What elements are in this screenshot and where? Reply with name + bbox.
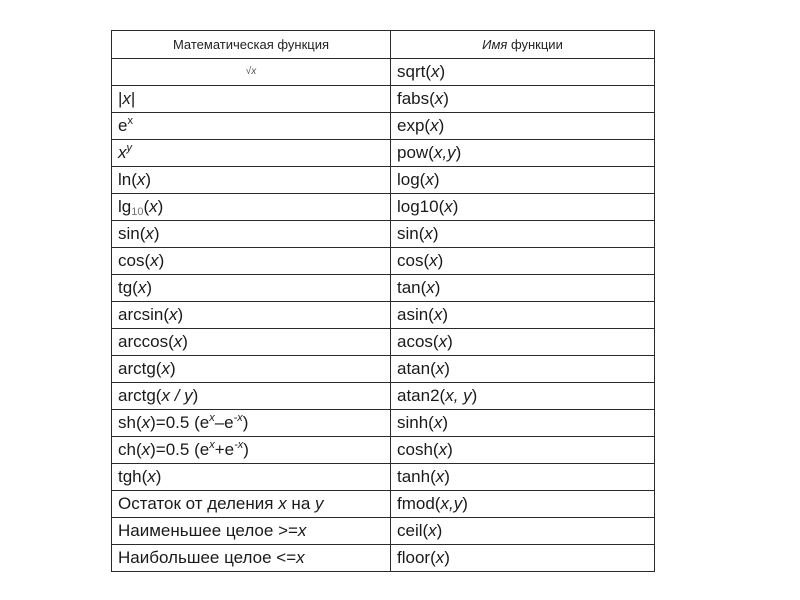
sqrt-sign: √	[245, 66, 252, 77]
math-var: x	[296, 548, 305, 567]
table-row	[112, 464, 655, 491]
name-arg: x	[435, 548, 445, 567]
math-cell	[112, 383, 391, 410]
name-text: )	[432, 224, 439, 243]
name-text: )	[447, 440, 453, 459]
math-text: |	[118, 89, 123, 108]
math-text: Наименьшее целое >=	[118, 521, 298, 540]
name-text: )	[433, 170, 440, 189]
math-text: )=0.5 (e	[150, 413, 210, 432]
math-text: )	[158, 251, 165, 270]
table-row	[112, 113, 655, 140]
math-sup: x	[127, 115, 133, 127]
name-cell	[391, 410, 655, 437]
table-row	[112, 86, 655, 113]
table-row	[112, 302, 655, 329]
name-cell	[391, 518, 655, 545]
name-cell	[391, 464, 655, 491]
name-cell	[391, 356, 655, 383]
header-function-name-italic: Имя	[482, 36, 508, 52]
name-arg: x,y	[440, 494, 463, 513]
math-var: x	[122, 89, 131, 108]
table-row	[112, 518, 655, 545]
functions-table	[111, 30, 655, 572]
name-cell	[391, 167, 655, 194]
math-text: |	[130, 89, 136, 108]
name-text: asin(	[397, 305, 434, 324]
table-row	[112, 329, 655, 356]
math-var: x	[278, 494, 287, 513]
name-text: )	[439, 62, 446, 81]
name-text: )	[437, 251, 444, 270]
name-text: )	[447, 332, 453, 351]
math-var: x / y	[161, 386, 193, 405]
name-cell	[391, 248, 655, 275]
name-text: log10(	[397, 197, 445, 216]
math-cell	[112, 275, 391, 302]
name-cell	[391, 194, 655, 221]
math-text: arcsin(	[118, 305, 170, 324]
math-var: x	[141, 440, 151, 459]
math-cell	[112, 545, 391, 572]
math-var: x	[141, 413, 151, 432]
math-cell	[112, 167, 391, 194]
table-row	[112, 545, 655, 572]
math-text: )	[243, 440, 249, 459]
name-arg: x	[426, 278, 435, 297]
name-text: )	[442, 305, 449, 324]
math-var: x	[147, 467, 156, 486]
name-arg: x	[438, 440, 448, 459]
name-text: sin(	[397, 224, 425, 243]
name-text: sqrt(	[397, 62, 431, 81]
math-var: x	[173, 332, 183, 351]
name-text: ceil(	[397, 521, 429, 540]
name-arg: x	[435, 467, 445, 486]
math-sup: x	[209, 412, 215, 424]
math-text: cos(	[118, 251, 151, 270]
math-cell	[112, 194, 391, 221]
name-text: fabs(	[397, 89, 435, 108]
name-arg: x	[425, 170, 434, 189]
name-text: acos(	[397, 332, 439, 351]
name-arg: x	[433, 305, 443, 324]
table-row	[112, 194, 655, 221]
name-arg: x	[429, 251, 438, 270]
math-text: )	[242, 413, 249, 432]
name-text: sinh(	[397, 413, 434, 432]
math-text: )	[192, 386, 199, 405]
math-text: –e	[214, 413, 234, 432]
table-row	[112, 491, 655, 518]
table-row	[112, 275, 655, 302]
name-cell	[391, 491, 655, 518]
math-cell	[112, 491, 391, 518]
math-cell	[112, 329, 391, 356]
math-cell	[112, 464, 391, 491]
name-text: )	[462, 494, 468, 513]
math-var: x	[118, 143, 127, 162]
math-text: e	[118, 116, 128, 135]
math-text: )	[155, 467, 162, 486]
math-cell	[112, 518, 391, 545]
math-cell	[112, 248, 391, 275]
name-text: )	[436, 521, 443, 540]
name-cell	[391, 221, 655, 248]
name-arg: x	[428, 521, 437, 540]
math-sup: y	[126, 142, 132, 154]
table-row	[112, 140, 655, 167]
math-text: Наибольшее целое <=	[118, 548, 297, 567]
math-text: )	[157, 197, 164, 216]
name-text: fmod(	[397, 494, 441, 513]
name-cell	[391, 113, 655, 140]
table-row	[112, 167, 655, 194]
name-arg: x	[433, 413, 443, 432]
math-var: x	[145, 224, 154, 243]
name-arg: x	[435, 359, 445, 378]
math-text: arctg(	[118, 359, 162, 378]
name-text: )	[471, 386, 478, 405]
math-var: y	[315, 494, 324, 513]
name-text: )	[455, 143, 462, 162]
name-text: cosh(	[397, 440, 439, 459]
math-var: x	[137, 278, 147, 297]
name-text: )	[444, 548, 450, 567]
math-cell	[112, 221, 391, 248]
name-text: cos(	[397, 251, 430, 270]
header-function-name	[391, 31, 655, 59]
name-arg: x	[431, 62, 440, 81]
math-text: arccos(	[118, 332, 174, 351]
math-text: sin(	[118, 224, 146, 243]
math-text: )	[182, 332, 188, 351]
name-text: )	[452, 197, 459, 216]
math-cell	[112, 140, 391, 167]
math-cell	[112, 113, 391, 140]
math-cell	[112, 59, 391, 86]
table-row	[112, 356, 655, 383]
name-text: )	[444, 467, 450, 486]
name-arg: x	[438, 332, 448, 351]
name-text: )	[444, 359, 450, 378]
math-text: (	[143, 197, 150, 216]
name-text: atan(	[397, 359, 436, 378]
name-text: atan2(	[397, 386, 446, 405]
table-row	[112, 221, 655, 248]
name-cell	[391, 545, 655, 572]
name-cell	[391, 437, 655, 464]
math-text: ln(	[118, 170, 137, 189]
name-text: )	[434, 278, 441, 297]
math-var: x	[149, 197, 158, 216]
table-row	[112, 410, 655, 437]
math-text: )	[177, 305, 184, 324]
math-text: +e	[214, 440, 235, 459]
name-text: tanh(	[397, 467, 436, 486]
math-var: x	[150, 251, 159, 270]
name-cell	[391, 302, 655, 329]
name-cell	[391, 329, 655, 356]
name-arg: x,y	[433, 143, 456, 162]
header-function-name-rest: функции	[507, 36, 563, 52]
math-text: на	[286, 494, 315, 513]
math-text: )	[146, 278, 153, 297]
name-text: )	[438, 116, 445, 135]
math-text: )	[153, 224, 160, 243]
math-text: )	[145, 170, 152, 189]
name-text: floor(	[397, 548, 436, 567]
math-text: )	[169, 359, 176, 378]
math-text: tgh(	[118, 467, 148, 486]
math-sub: 10	[131, 206, 144, 218]
math-sup: -x	[234, 439, 244, 451]
name-text: log(	[397, 170, 426, 189]
name-text: pow(	[397, 143, 434, 162]
math-sup: x	[209, 439, 215, 451]
table-row	[112, 383, 655, 410]
name-arg: x, y	[445, 386, 472, 405]
table-row	[112, 59, 655, 86]
header-math-function: Математическая функция	[112, 31, 391, 59]
math-var: x	[297, 521, 307, 540]
name-arg: x	[430, 116, 439, 135]
math-cell	[112, 410, 391, 437]
math-text: ch(	[118, 440, 142, 459]
name-cell	[391, 86, 655, 113]
math-text: Остаток от деления	[118, 494, 279, 513]
name-cell	[391, 275, 655, 302]
name-text: )	[442, 413, 449, 432]
table-row	[112, 437, 655, 464]
name-cell	[391, 140, 655, 167]
math-var: x	[136, 170, 146, 189]
math-cell	[112, 356, 391, 383]
name-text: )	[443, 89, 449, 108]
name-text: tan(	[397, 278, 427, 297]
name-arg: x	[434, 89, 444, 108]
math-text: )=0.5 (e	[150, 440, 210, 459]
name-cell	[391, 59, 655, 86]
math-text: tg(	[118, 278, 138, 297]
math-text: arctg(	[118, 386, 162, 405]
math-cell	[112, 437, 391, 464]
math-var: x	[169, 305, 178, 324]
math-var: x	[161, 359, 170, 378]
math-cell	[112, 302, 391, 329]
table-header-row	[112, 31, 655, 59]
math-var: x	[251, 66, 257, 77]
name-cell	[391, 383, 655, 410]
name-arg: x	[424, 224, 433, 243]
math-text: sh(	[118, 413, 142, 432]
table-row	[112, 248, 655, 275]
math-sup: -x	[233, 412, 243, 424]
math-text: lg	[118, 197, 132, 216]
name-arg: x	[444, 197, 453, 216]
math-cell	[112, 86, 391, 113]
name-text: exp(	[397, 116, 431, 135]
